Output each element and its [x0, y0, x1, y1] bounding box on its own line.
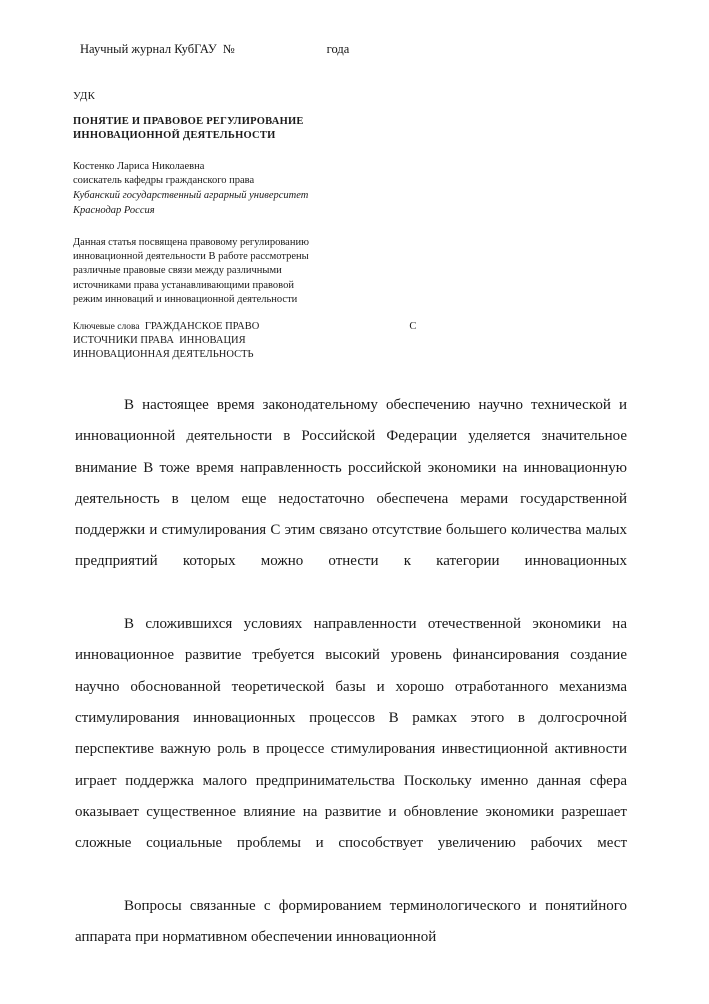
abstract-line: различные правовые связи между различными [73, 265, 282, 277]
author-institution: Кубанский государственный аграрный университет [73, 190, 309, 202]
abstract-line: источниками права устанавливающими правовой [73, 279, 294, 291]
keywords-line-3: ИННОВАЦИОННАЯ ДЕЯТЕЛЬНОСТЬ [73, 349, 254, 361]
running-head [80, 41, 640, 57]
author-location: Краснодар Россия [73, 204, 155, 216]
page-title [73, 115, 493, 142]
author-block [73, 160, 503, 218]
abstract-line: Данная статья посвящена правовому регулированию [73, 237, 309, 248]
author-name: Костенко Лариса Николаевна [73, 161, 205, 172]
abstract [73, 236, 373, 307]
keywords-trailing-char: С [409, 321, 417, 332]
page-title-line-1: ПОНЯТИЕ И ПРАВОВОЕ РЕГУЛИРОВАНИЕ [73, 116, 304, 127]
body-paragraph: В настоящее время законодательному обеспечению научно технической и инновационной деятельности в Российской Федерации уделяется значительное внимание В тоже время направленность российской экономики на инновационную деятельность в целом еще недостаточно обеспечена мерами государственной поддержки и стимулирования С этим связано отсутствие большего количества малых предприятий которых можно отнести к категории инновационных [75, 397, 627, 570]
keywords-line-2: ИСТОЧНИКИ ПРАВА ИННОВАЦИЯ [73, 335, 246, 347]
udc-label: УДК [73, 90, 96, 102]
running-head-issue-symbol: № [222, 42, 235, 56]
author-position: соискатель кафедры гражданского права [73, 175, 255, 187]
abstract-line: режим инноваций и инновационной деятельности [73, 293, 298, 305]
running-head-journal: Научный журнал КубГАУ [80, 42, 217, 56]
body-paragraph: В сложившихся условиях направленности отечественной экономики на инновационное развитие требуется высокий уровень финансирования создание научно обоснованной теоретической базы и хорошо отработанного механизма стимулирования инновационных процессов В рамках этого в долгосрочной перспективе важную роль в процессе стимулирования инвестиционной активности играет поддержка малого предпринимательства Поскольку именно данная сфера оказывает существенное влияние на развитие и обновление экономики разрешает сложные социальные проблемы и способствует увеличению рабочих мест [75, 616, 627, 852]
page-title-line-2: ИННОВАЦИОННОЙ ДЕЯТЕЛЬНОСТИ [73, 129, 276, 141]
running-head-year-label: года [326, 42, 350, 56]
body-paragraph: Вопросы связанные с формированием терминологического и понятийного аппарата при нормативном обеспечении инновационной [75, 897, 627, 946]
abstract-line: инновационной деятельности В работе рассмотрены [73, 251, 309, 263]
keywords-terms-1: ГРАЖДАНСКОЕ ПРАВО [144, 321, 260, 332]
keywords-block [73, 320, 633, 363]
keywords-line-1 [73, 320, 633, 334]
body-text [75, 390, 627, 953]
keywords-label: Ключевые слова [73, 322, 140, 332]
